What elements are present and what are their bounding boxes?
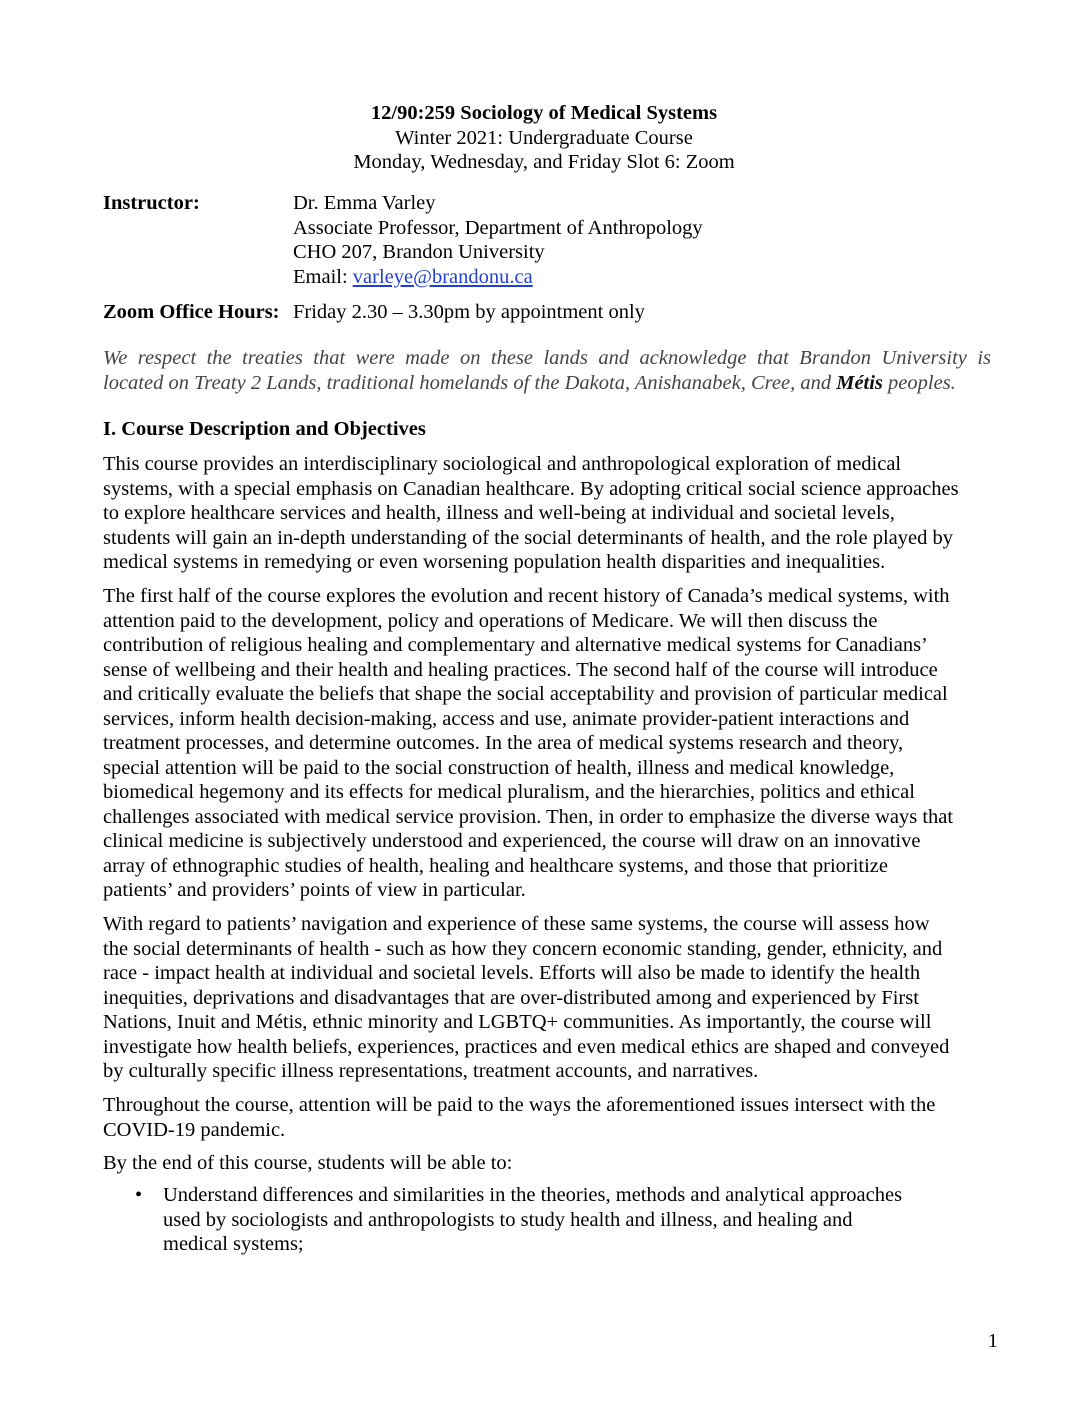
instructor-office: CHO 207, Brandon University [293, 241, 545, 263]
paragraph-line: clinical medicine is subjectively understood and experienced, the course will draw on an innovative [103, 830, 921, 852]
paragraph-line: and critically evaluate the beliefs that shape the social acceptability and provision of particular medical [103, 683, 948, 705]
paragraph-line: Throughout the course, attention will be paid to the ways the aforementioned issues intersect with the [103, 1094, 936, 1116]
ack-line-2-text: located on Treaty 2 Lands, traditional homelands of the Dakota, Anishanabek, Cree, and [103, 371, 837, 394]
paragraph-line: to explore healthcare services and health, illness and well-being at individual and societal levels, [103, 502, 895, 524]
email-prefix: Email: [293, 265, 353, 288]
office-hours-value: Friday 2.30 – 3.30pm by appointment only [293, 301, 645, 323]
ack-line-1: We respect the treaties that were made on these lands and acknowledge that Brandon University is [103, 347, 991, 369]
paragraph-line: systems, with a special emphasis on Canadian healthcare. By adopting critical social science approaches [103, 477, 959, 500]
instructor-email-line [293, 265, 993, 290]
paragraph-line: biomedical hegemony and its effects for medical pluralism, and the hierarchies, politics and ethical [103, 781, 915, 803]
paragraph-line: This course provides an interdisciplinary sociological and anthropological exploration of medical [103, 453, 902, 475]
email-link[interactable]: varleye@brandonu.ca [352, 265, 533, 288]
paragraph-line: treatment processes, and determine outcomes. In the area of medical systems research and theory, [103, 732, 904, 754]
paragraph-3 [103, 912, 993, 1084]
paragraph-line: race - impact health at individual and societal levels. Efforts will also be made to identify the health [103, 962, 921, 984]
paragraph-line: sense of wellbeing and their health and healing practices. The second half of the course will introduce [103, 658, 938, 681]
land-acknowledgement [103, 346, 991, 395]
paragraph-line: patients’ and providers’ points of view in particular. [103, 879, 526, 901]
office-hours-label: Zoom Office Hours: [103, 301, 280, 323]
office-hours-block [103, 300, 1003, 326]
paragraph-line: medical systems in remedying or even worsening population health disparities and inequalities. [103, 551, 886, 573]
list-item-line: Understand differences and similarities in the theories, methods and analytical approaches [163, 1184, 903, 1206]
paragraph-line: contribution of religious healing and complementary and alternative medical systems for Canadians’ [103, 634, 928, 656]
instructor-position: Associate Professor, Department of Anthropology [293, 216, 703, 239]
section-heading: I. Course Description and Objectives [103, 418, 426, 440]
course-header [0, 101, 1088, 175]
page-number: 1 [987, 1330, 998, 1352]
paragraph-line: students will gain an in-depth understanding of the social determinants of health, and the role played by [103, 526, 953, 549]
paragraph-4 [103, 1093, 993, 1142]
instructor-name: Dr. Emma Varley [293, 192, 436, 214]
list-item [103, 1183, 993, 1257]
paragraph-line: the social determinants of health - such as how they concern economic standing, gender, ethnicity, and [103, 937, 943, 960]
bullet-icon: • [135, 1184, 143, 1206]
ack-line-2 [103, 371, 991, 396]
ack-line-2-end: peoples. [882, 371, 956, 394]
paragraph-line: by culturally specific illness representations, treatment accounts, and narratives. [103, 1060, 759, 1082]
instructor-block [103, 191, 1003, 291]
paragraph-line: COVID-19 pandemic. [103, 1118, 286, 1141]
paragraph-2 [103, 584, 993, 903]
paragraph-line: The first half of the course explores the evolution and recent history of Canada’s medical systems, with [103, 585, 950, 607]
list-item-line: medical systems; [163, 1233, 304, 1255]
paragraph-line: attention paid to the development, policy and operations of Medicare. We will then discuss the [103, 609, 878, 632]
paragraph-1 [103, 452, 993, 575]
list-item-line: used by sociologists and anthropologists to study health and illness, and healing and [163, 1208, 853, 1231]
course-term: Winter 2021: Undergraduate Course [395, 126, 693, 149]
course-schedule: Monday, Wednesday, and Friday Slot 6: Zoom [353, 151, 735, 173]
paragraph-line: special attention will be paid to the social construction of health, illness and medical knowledge, [103, 756, 895, 779]
objectives-list [103, 1183, 993, 1257]
paragraph-line: With regard to patients’ navigation and experience of these same systems, the course will assess how [103, 913, 930, 935]
course-title: 12/90:259 Sociology of Medical Systems [370, 102, 718, 124]
paragraph-line: By the end of this course, students will be able to: [103, 1152, 513, 1174]
paragraph-line: investigate how health beliefs, experiences, practices and even medical ethics are shaped and conveyed [103, 1035, 950, 1058]
paragraph-5 [103, 1151, 993, 1176]
instructor-details [293, 191, 993, 289]
paragraph-line: services, inform health decision-making, access and use, animate provider-patient interactions and [103, 707, 910, 730]
paragraph-line: challenges associated with medical service provision. Then, in order to emphasize the diverse ways that [103, 805, 954, 828]
instructor-label: Instructor: [103, 192, 200, 214]
ack-metis: Métis [836, 371, 883, 394]
paragraph-line: Nations, Inuit and Métis, ethnic minority and LGBTQ+ communities. As importantly, the course will [103, 1011, 932, 1033]
paragraph-line: array of ethnographic studies of health, healing and healthcare systems, and those that prioritize [103, 854, 888, 877]
paragraph-line: inequities, deprivations and disadvantages that are over-distributed among and experienced by First [103, 986, 919, 1009]
